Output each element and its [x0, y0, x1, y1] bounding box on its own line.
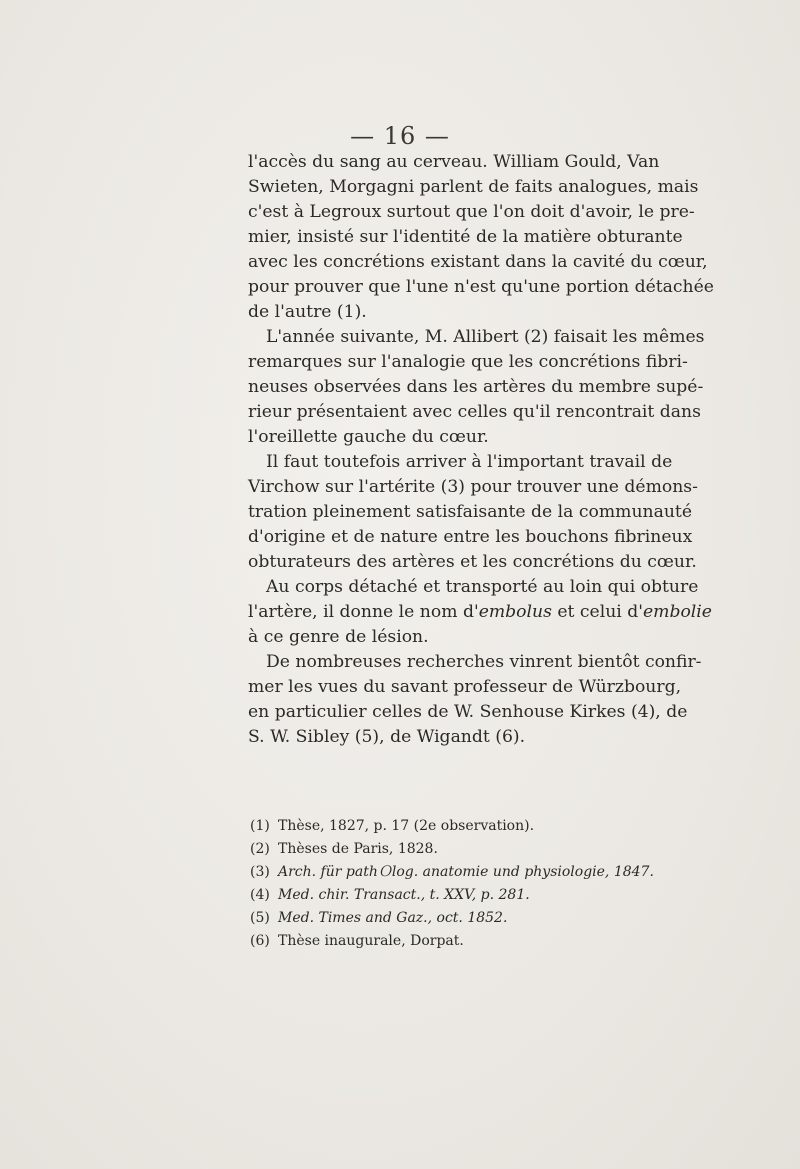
footnote-number: (2)	[250, 841, 270, 857]
footnote-number: (3)	[250, 864, 270, 880]
text-line: mier, insisté sur l'identité de la matière obturante	[248, 227, 683, 247]
footnote-number: (1)	[250, 818, 270, 834]
text-line: De nombreuses recherches vinrent bientôt confir-	[266, 652, 702, 672]
text-line: S. W. Sibley (5), de Wigandt (6).	[248, 727, 526, 747]
text-run: l'artère, il donne le nom d'	[248, 602, 479, 622]
footnote-text: Med. chir. Transact., t. XXV, p. 281.	[278, 887, 530, 903]
footnote	[250, 861, 654, 884]
footnote-number: (4)	[250, 887, 270, 903]
text-line: avec les concrétions existant dans la cavité du cœur,	[248, 252, 708, 272]
text-line: l'oreillette gauche du cœur.	[248, 427, 489, 447]
footnote-number: (6)	[250, 933, 270, 949]
text-line: neuses observées dans les artères du membre supé-	[248, 377, 704, 397]
text-line: pour prouver que l'une n'est qu'une portion détachée	[248, 277, 714, 297]
text-line: Au corps détaché et transporté au loin qui obture	[266, 577, 699, 597]
footnote-text: Med. Times and Gaz., oct. 1852.	[278, 910, 508, 926]
footnote-text: Thèse, 1827, p. 17 (2e observation).	[278, 818, 535, 834]
text-line: obturateurs des artères et les concrétions du cœur.	[248, 552, 697, 572]
footnote-text: Arch. für pathＯlog. anatomie und physiologie, 1847.	[278, 864, 654, 880]
footnote	[250, 907, 550, 930]
text-line: rieur présentaient avec celles qu'il rencontrait dans	[248, 402, 701, 422]
text-run: et celui d'	[551, 602, 643, 622]
text-line: remarques sur l'analogie que les concrétions fibri-	[248, 352, 688, 372]
text-line: L'année suivante, M. Allibert (2) faisait les mêmes	[266, 327, 705, 347]
footnote-text: Thèse inaugurale, Dorpat.	[278, 933, 464, 949]
footnote-text: Thèses de Paris, 1828.	[278, 841, 438, 857]
footnote	[250, 815, 550, 838]
footnote	[250, 884, 550, 907]
footnote	[250, 838, 550, 861]
italic-term-embolie: embolie	[642, 602, 712, 622]
text-line: Virchow sur l'artérite (3) pour trouver une démons-	[248, 477, 698, 497]
italic-term-embolus: embolus	[478, 602, 552, 622]
page-number: — 16 —	[350, 122, 450, 150]
text-line	[248, 600, 712, 625]
footnote	[250, 930, 550, 953]
text-line: Il faut toutefois arriver à l'important travail de	[266, 452, 673, 472]
footnote-number: (5)	[250, 910, 270, 926]
text-line: d'origine et de nature entre les bouchons fibrineux	[248, 527, 693, 547]
text-line: l'accès du sang au cerveau. William Gould, Van	[248, 152, 660, 172]
footnotes	[250, 815, 654, 953]
text-line: à ce genre de lésion.	[248, 627, 429, 647]
text-line: Swieten, Morgagni parlent de faits analogues, mais	[248, 177, 699, 197]
body-text	[248, 150, 714, 750]
text-line: de l'autre (1).	[248, 302, 367, 322]
text-line: c'est à Legroux surtout que l'on doit d'avoir, le pre-	[248, 202, 695, 222]
text-line: tration pleinement satisfaisante de la communauté	[248, 502, 692, 522]
text-line: en particulier celles de W. Senhouse Kirkes (4), de	[248, 702, 688, 722]
text-line: mer les vues du savant professeur de Würzbourg,	[248, 677, 682, 697]
